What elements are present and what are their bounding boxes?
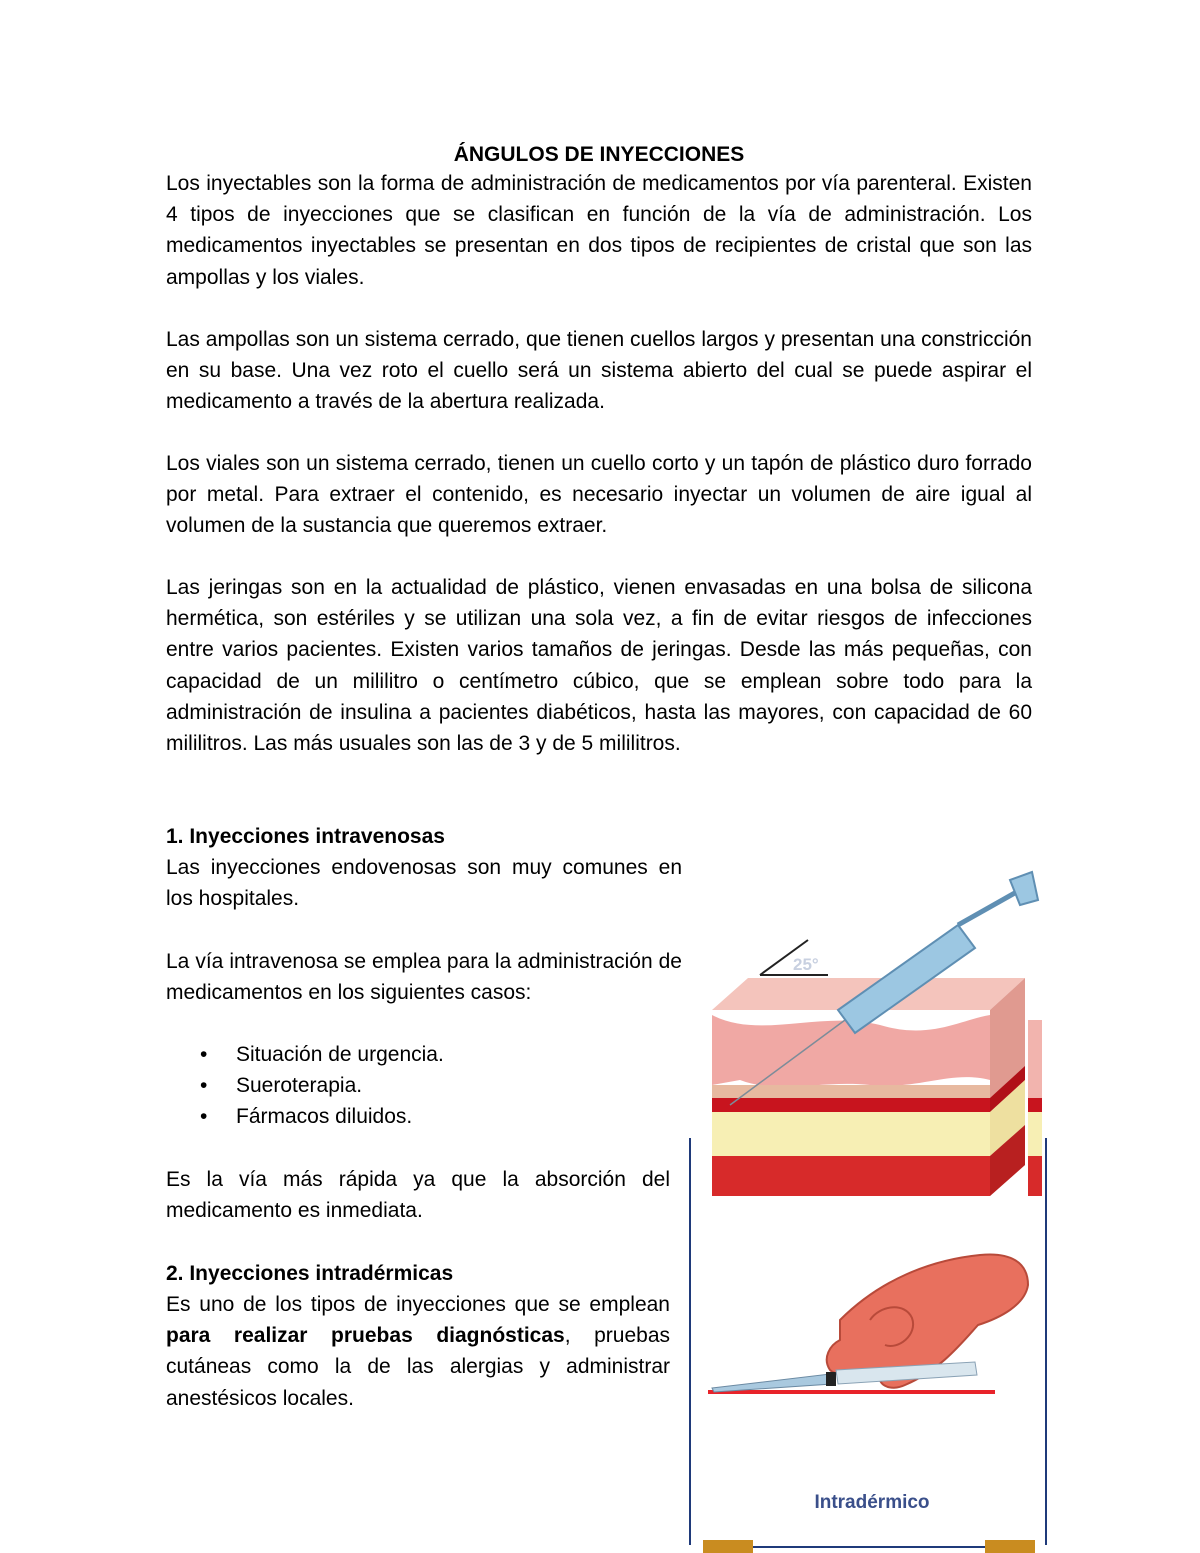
section1-paragraph-2: La vía intravenosa se emplea para la administración de medicamentos en los siguientes casos: [166, 950, 682, 1005]
list-item [166, 1070, 444, 1101]
section2-heading: 2. Inyecciones intradérmicas [166, 1262, 454, 1285]
emphasis-text: para realizar pruebas diagnósticas [166, 1324, 565, 1348]
bullet-icon: • [200, 1105, 208, 1129]
figure-caption: Intradérmico [814, 1492, 930, 1513]
list-item [166, 1039, 444, 1070]
intro-paragraph: Los inyectables son la forma de administración de medicamentos por vía parenteral. Existen 4 tipos de inyecciones que se clasifican en función de la vía de administración. Los medicamentos inyectables se presentan en dos tipos de recipientes de cristal que son las ampollas y los viales. [166, 172, 1032, 289]
list-item [166, 1101, 444, 1132]
document-title: ÁNGULOS DE INYECCIONES [453, 143, 745, 166]
hand-icon [708, 1254, 1028, 1392]
bullet-icon: • [200, 1043, 208, 1066]
ampollas-paragraph: Las ampollas son un sistema cerrado, que tienen cuellos largos y presentan una constricción en su base. Una vez roto el cuello será un sistema abierto del cual se puede aspirar el medicamento a través de la abertura realizada. [166, 328, 1032, 414]
section1-heading: 1. Inyecciones intravenosas [166, 825, 445, 848]
bullet-icon: • [200, 1074, 208, 1098]
jeringas-paragraph: Las jeringas son en la actualidad de plástico, vienen envasadas en una bolsa de silicona hermética, son estériles y se utilizan una sola vez, a fin de evitar riesgos de infecciones entre varios pacientes. Existen varios tamaños de jeringas. Desde las más pequeñas, con capacidad de un mililitro o centímetro cúbico, que se emplean sobre todo para la administración de insulina a pacientes diabéticos, hasta las mayores, con capacidad de 60 mililitros. Las más usuales son las de 3 y de 5 mililitros. [166, 576, 1032, 756]
injection-illustration [680, 870, 1060, 1553]
section1-paragraph-3: Es la vía más rápida ya que la absorción del medicamento es inmediata. [166, 1168, 670, 1223]
list-item-text: Situación de urgencia. [236, 1043, 444, 1066]
list-item-text: Fármacos diluidos. [236, 1105, 413, 1129]
viales-paragraph: Los viales son un sistema cerrado, tienen un cuello corto y un tapón de plástico duro forrado por metal. Para extraer el contenido, es necesario inyectar un volumen de aire igual al volumen de la sustancia que queremos extraer. [166, 452, 1032, 538]
list-item-text: Sueroterapia. [236, 1074, 363, 1098]
section2-paragraph: Es uno de los tipos de inyecciones que se emplean para realizar pruebas diagnósticas, pruebas cutáneas como la de las alergias y administrar anestésicos locales. [166, 1293, 670, 1410]
angle-label: 25° [793, 955, 819, 974]
section1-bullet-list [166, 1039, 444, 1133]
section1-paragraph-1: Las inyecciones endovenosas son muy comunes en los hospitales. [166, 856, 682, 911]
angle-icon [760, 940, 828, 975]
